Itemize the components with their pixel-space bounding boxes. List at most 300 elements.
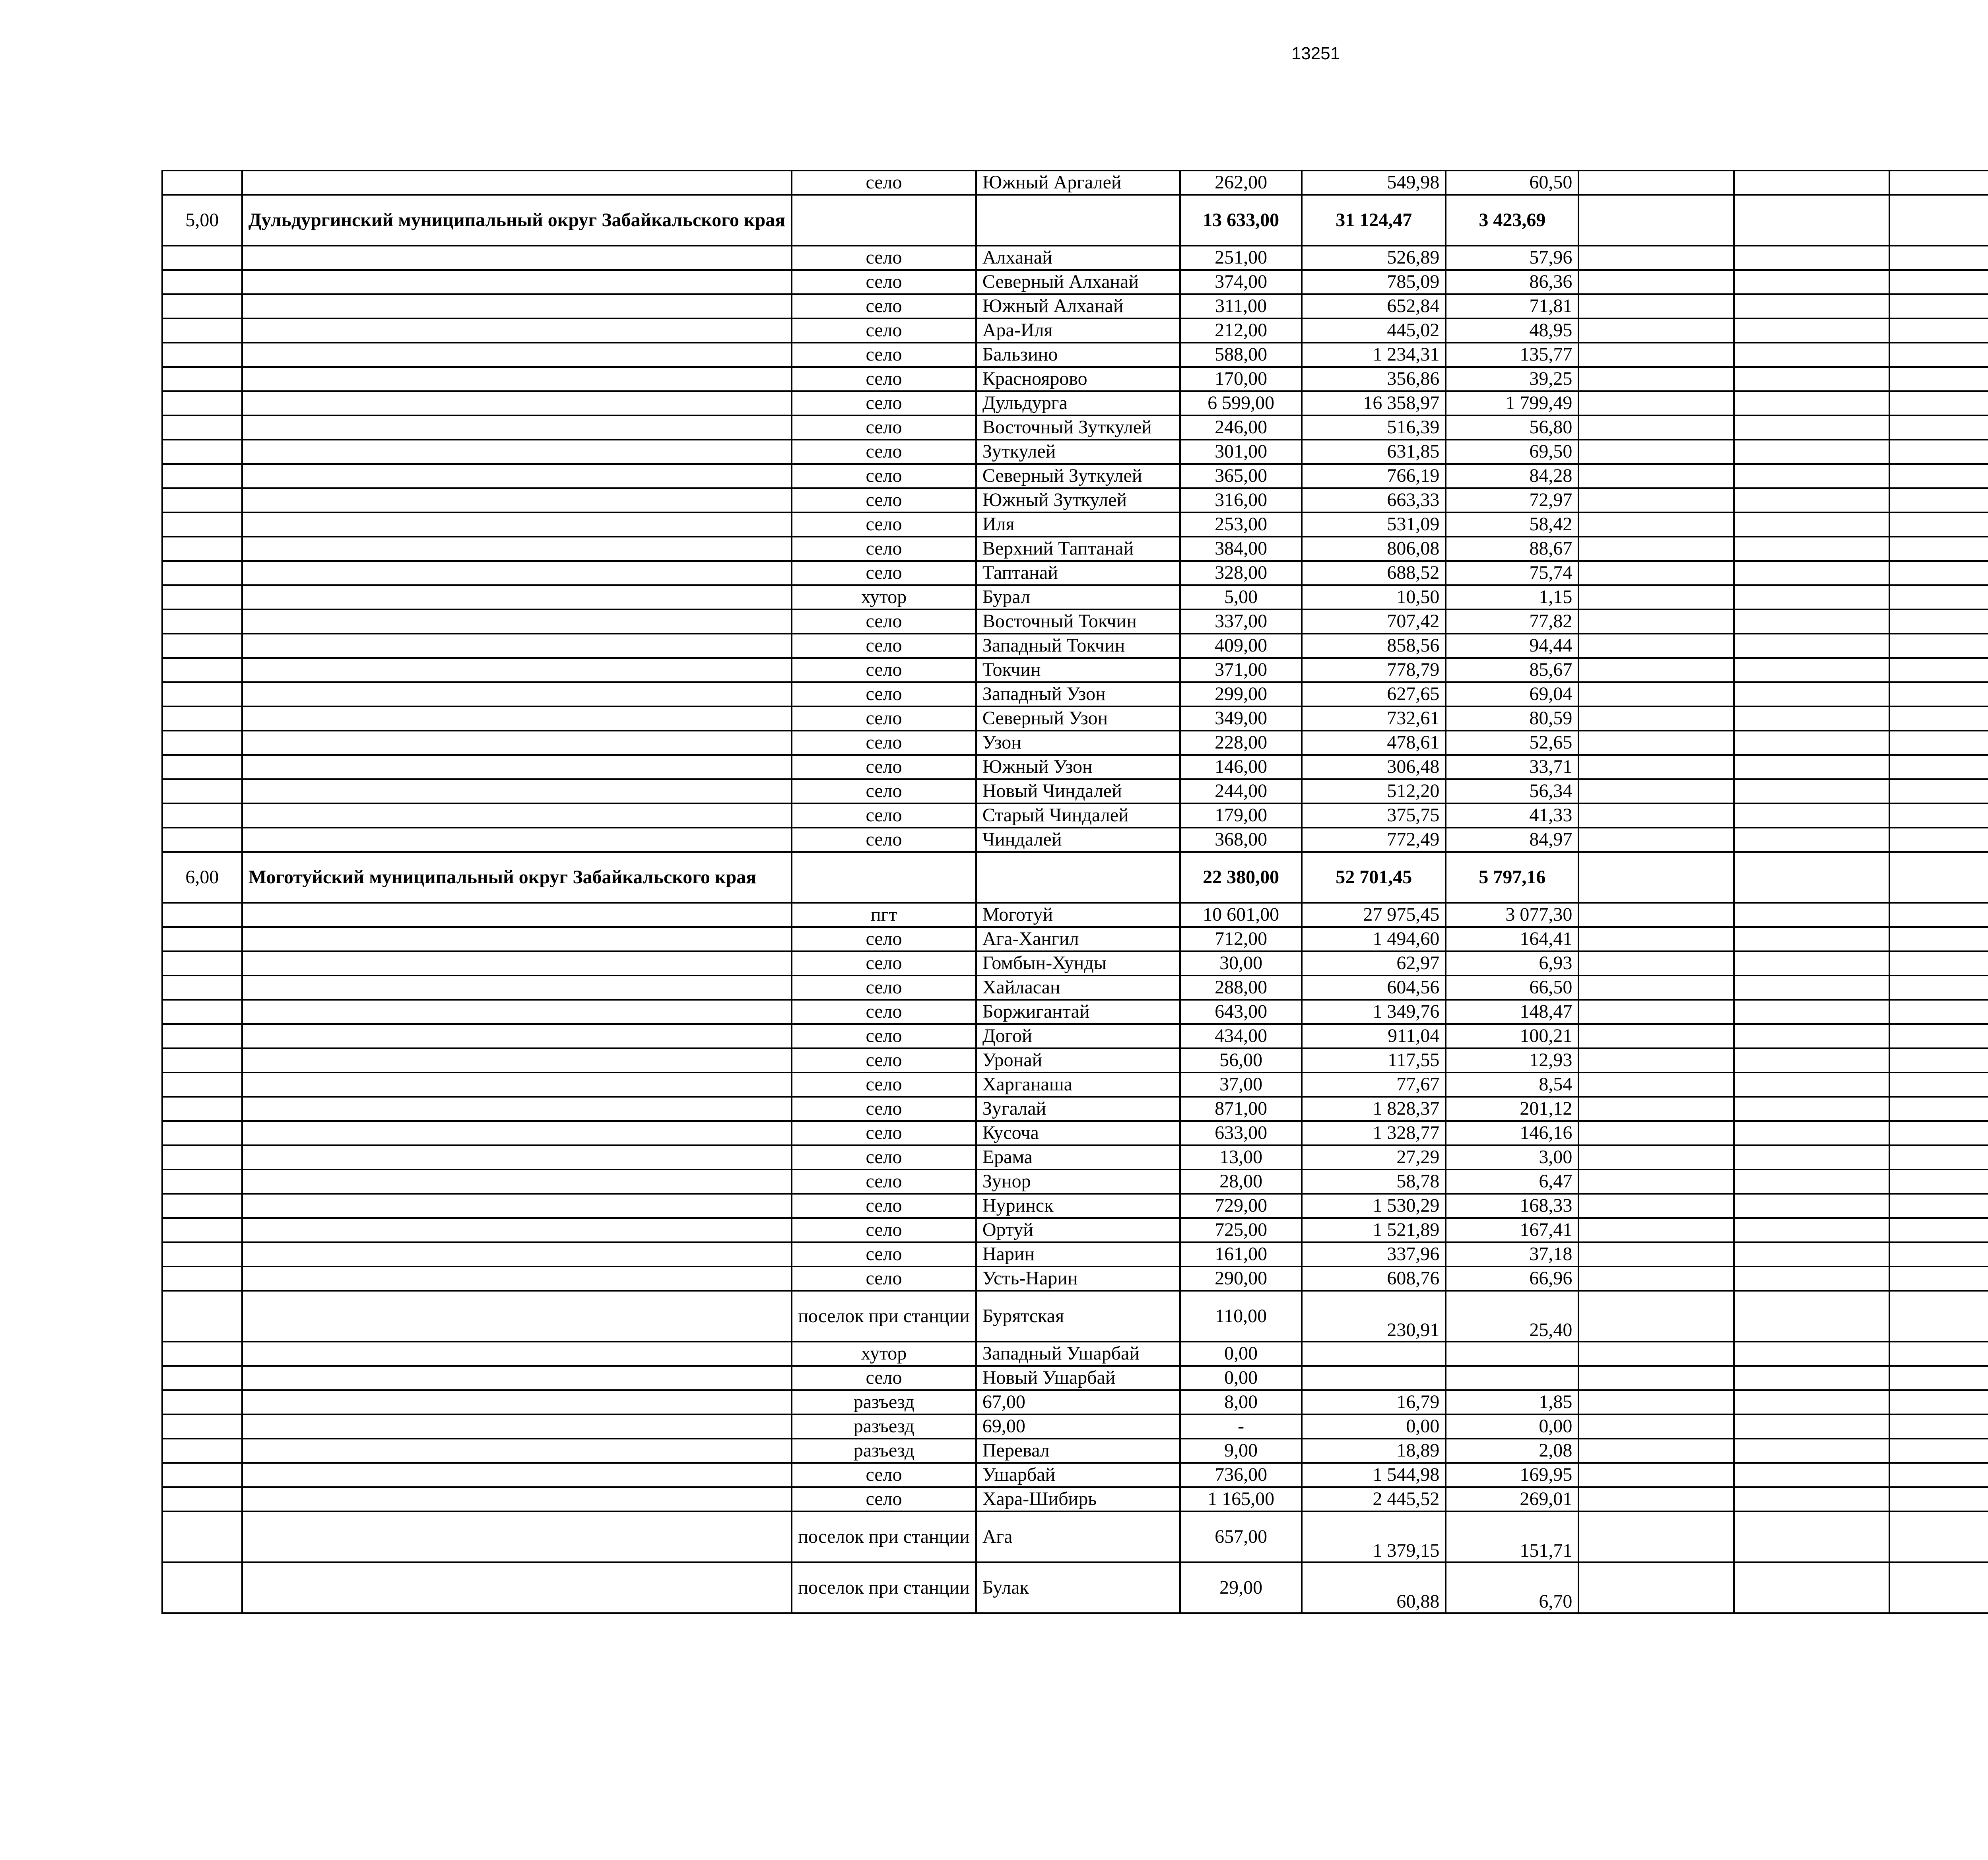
district-name-cell [242, 951, 792, 976]
population-cell: 288,00 [1180, 976, 1302, 1000]
empty-cell [1734, 1000, 1889, 1024]
district-name-cell [242, 537, 792, 561]
empty-cell [1734, 634, 1889, 658]
value-1-cell: 785,09 [1302, 270, 1446, 294]
empty-cell [1734, 1439, 1889, 1463]
district-name-cell [242, 512, 792, 537]
settlement-name-cell: Западный Токчин [976, 634, 1180, 658]
value-1-cell: 1 494,60 [1302, 927, 1446, 951]
empty-cell [1578, 1267, 1734, 1291]
value-1-cell: 531,09 [1302, 512, 1446, 537]
empty-cell [1578, 1291, 1734, 1342]
empty-cell [1578, 951, 1734, 976]
district-name-cell [242, 270, 792, 294]
empty-cell [1734, 1121, 1889, 1145]
empty-cell [1734, 682, 1889, 706]
row-number-cell [162, 246, 242, 270]
district-name-cell [242, 1097, 792, 1121]
empty-cell [1578, 927, 1734, 951]
value-2-cell: 84,97 [1446, 828, 1578, 852]
empty-cell [1889, 634, 1988, 658]
empty-cell [1578, 246, 1734, 270]
value-2-cell: 72,97 [1446, 488, 1578, 512]
value-1-cell: 2 445,52 [1302, 1487, 1446, 1511]
empty-cell [1578, 1194, 1734, 1218]
empty-cell [1734, 1242, 1889, 1267]
empty-cell [1734, 1194, 1889, 1218]
empty-cell [1889, 270, 1988, 294]
value-1-cell: 911,04 [1302, 1024, 1446, 1048]
empty-cell [1578, 1562, 1734, 1613]
table-row [162, 682, 1988, 706]
value-1-cell: 27,29 [1302, 1145, 1446, 1170]
district-name-cell [242, 1342, 792, 1366]
value-2-cell: 3 077,30 [1446, 903, 1578, 927]
row-number-cell [162, 1242, 242, 1267]
district-name-cell [242, 634, 792, 658]
empty-cell [1889, 1439, 1988, 1463]
population-cell: 28,00 [1180, 1170, 1302, 1194]
table-row [162, 1439, 1988, 1463]
population-cell: 251,00 [1180, 246, 1302, 270]
empty-cell [1734, 512, 1889, 537]
empty-cell [1578, 609, 1734, 634]
empty-cell [1889, 1121, 1988, 1145]
table-row [162, 318, 1988, 343]
value-1-cell: 627,65 [1302, 682, 1446, 706]
page-number: 13251 [1291, 44, 1340, 63]
value-2-cell: 52,65 [1446, 731, 1578, 755]
value-2-cell: 39,25 [1446, 367, 1578, 391]
settlement-type-cell [792, 852, 976, 903]
table-row [162, 951, 1988, 976]
table-row [162, 391, 1988, 415]
empty-cell [1578, 1048, 1734, 1073]
empty-cell [1734, 852, 1889, 903]
population-cell: 13 633,00 [1180, 195, 1302, 246]
empty-cell [1578, 755, 1734, 779]
empty-cell [1734, 706, 1889, 731]
table-row [162, 779, 1988, 803]
settlement-name-cell: Хайласан [976, 976, 1180, 1000]
empty-cell [1889, 852, 1988, 903]
empty-cell [1734, 561, 1889, 585]
row-number-cell [162, 927, 242, 951]
settlement-name-cell: Чиндалей [976, 828, 1180, 852]
value-2-cell: 100,21 [1446, 1024, 1578, 1048]
empty-cell [1889, 1194, 1988, 1218]
population-cell: 6 599,00 [1180, 391, 1302, 415]
empty-cell [1889, 464, 1988, 488]
settlement-name-cell: Зуткулей [976, 440, 1180, 464]
district-name-cell [242, 903, 792, 927]
population-cell: 643,00 [1180, 1000, 1302, 1024]
row-number-cell [162, 1439, 242, 1463]
table-row [162, 1097, 1988, 1121]
value-2-cell: 37,18 [1446, 1242, 1578, 1267]
table-row [162, 1291, 1988, 1342]
value-2-cell: 2,08 [1446, 1439, 1578, 1463]
empty-cell [1889, 803, 1988, 828]
table-row [162, 1487, 1988, 1511]
settlement-type-cell: поселок при станции [792, 1511, 976, 1562]
settlement-name-cell: 69,00 [976, 1414, 1180, 1439]
empty-cell [1734, 828, 1889, 852]
value-2-cell: 146,16 [1446, 1121, 1578, 1145]
settlement-name-cell: Хара-Шибирь [976, 1487, 1180, 1511]
settlement-type-cell: село [792, 951, 976, 976]
settlement-name-cell: Южный Алханай [976, 294, 1180, 318]
population-cell: 349,00 [1180, 706, 1302, 731]
empty-cell [1889, 1242, 1988, 1267]
population-cell: 588,00 [1180, 343, 1302, 367]
value-2-cell: 1 799,49 [1446, 391, 1578, 415]
district-name-cell [242, 1048, 792, 1073]
settlement-type-cell: село [792, 658, 976, 682]
population-cell: 871,00 [1180, 1097, 1302, 1121]
empty-cell [1578, 852, 1734, 903]
population-cell: 301,00 [1180, 440, 1302, 464]
empty-cell [1578, 658, 1734, 682]
row-number-cell [162, 903, 242, 927]
row-number-cell [162, 706, 242, 731]
empty-cell [1578, 803, 1734, 828]
value-1-cell: 478,61 [1302, 731, 1446, 755]
settlement-type-cell: село [792, 609, 976, 634]
empty-cell [1734, 1463, 1889, 1487]
population-cell: 10 601,00 [1180, 903, 1302, 927]
value-1-cell: 512,20 [1302, 779, 1446, 803]
empty-cell [1889, 171, 1988, 195]
settlement-name-cell: Боржигантай [976, 1000, 1180, 1024]
value-1-cell: 10,50 [1302, 585, 1446, 609]
row-number-cell [162, 1342, 242, 1366]
empty-cell [1578, 706, 1734, 731]
value-2-cell: 48,95 [1446, 318, 1578, 343]
population-cell: 228,00 [1180, 731, 1302, 755]
population-cell: 725,00 [1180, 1218, 1302, 1242]
table-row [162, 270, 1988, 294]
population-cell: 337,00 [1180, 609, 1302, 634]
district-name-cell [242, 1439, 792, 1463]
settlement-name-cell: Западный Ушарбай [976, 1342, 1180, 1366]
value-2-cell: 167,41 [1446, 1218, 1578, 1242]
row-number-cell [162, 1366, 242, 1390]
table-row [162, 1562, 1988, 1613]
row-number-cell [162, 512, 242, 537]
empty-cell [1578, 903, 1734, 927]
empty-cell [1889, 367, 1988, 391]
settlement-type-cell: село [792, 391, 976, 415]
row-number-cell [162, 537, 242, 561]
district-name-cell [242, 731, 792, 755]
district-name-cell: Дульдургинский муниципальный округ Забайкальского края [242, 195, 792, 246]
row-number-cell [162, 731, 242, 755]
population-cell: 712,00 [1180, 927, 1302, 951]
district-name-cell [242, 1487, 792, 1511]
settlement-type-cell: поселок при станции [792, 1291, 976, 1342]
empty-cell [1578, 488, 1734, 512]
value-2-cell: 86,36 [1446, 270, 1578, 294]
district-name-cell [242, 415, 792, 440]
empty-cell [1734, 658, 1889, 682]
value-2-cell: 25,40 [1446, 1291, 1578, 1342]
settlement-type-cell [792, 195, 976, 246]
district-name-cell [242, 1390, 792, 1414]
empty-cell [1889, 1267, 1988, 1291]
value-2-cell: 94,44 [1446, 634, 1578, 658]
empty-cell [1889, 391, 1988, 415]
population-cell: 374,00 [1180, 270, 1302, 294]
settlement-name-cell: Алханай [976, 246, 1180, 270]
empty-cell [1578, 828, 1734, 852]
value-2-cell: 169,95 [1446, 1463, 1578, 1487]
empty-cell [1578, 1414, 1734, 1439]
empty-cell [1889, 976, 1988, 1000]
population-cell: 8,00 [1180, 1390, 1302, 1414]
settlement-type-cell: село [792, 464, 976, 488]
district-name-cell [242, 609, 792, 634]
empty-cell [1889, 731, 1988, 755]
value-1-cell: 27 975,45 [1302, 903, 1446, 927]
empty-cell [1889, 585, 1988, 609]
district-name-cell [242, 464, 792, 488]
table-row [162, 1145, 1988, 1170]
empty-cell [1578, 779, 1734, 803]
row-number-cell [162, 1194, 242, 1218]
value-1-cell: 1 521,89 [1302, 1218, 1446, 1242]
table-row [162, 367, 1988, 391]
district-name-cell [242, 1463, 792, 1487]
district-name-cell [242, 1218, 792, 1242]
settlement-name-cell: Северный Зуткулей [976, 464, 1180, 488]
district-name-cell [242, 658, 792, 682]
settlement-type-cell: село [792, 440, 976, 464]
settlement-type-cell: хутор [792, 1342, 976, 1366]
empty-cell [1578, 1218, 1734, 1242]
empty-cell [1578, 1366, 1734, 1390]
empty-cell [1889, 343, 1988, 367]
settlement-type-cell: село [792, 1463, 976, 1487]
value-2-cell [1446, 1366, 1578, 1390]
settlement-name-cell: Зунор [976, 1170, 1180, 1194]
settlement-type-cell: село [792, 927, 976, 951]
empty-cell [1734, 488, 1889, 512]
empty-cell [1889, 1024, 1988, 1048]
row-number-cell [162, 1024, 242, 1048]
empty-cell [1734, 318, 1889, 343]
value-2-cell: 135,77 [1446, 343, 1578, 367]
row-number-cell [162, 1218, 242, 1242]
empty-cell [1734, 1267, 1889, 1291]
settlement-name-cell: Уронай [976, 1048, 1180, 1073]
empty-cell [1734, 1414, 1889, 1439]
value-2-cell: 3,00 [1446, 1145, 1578, 1170]
settlement-type-cell: село [792, 1000, 976, 1024]
district-name-cell [242, 706, 792, 731]
settlements-table [161, 170, 1988, 1614]
empty-cell [1889, 1342, 1988, 1366]
table-row [162, 1414, 1988, 1439]
empty-cell [1578, 318, 1734, 343]
population-cell: 22 380,00 [1180, 852, 1302, 903]
empty-cell [1734, 1048, 1889, 1073]
settlement-type-cell: село [792, 1097, 976, 1121]
empty-cell [1578, 464, 1734, 488]
population-cell: 179,00 [1180, 803, 1302, 828]
row-number-cell [162, 1048, 242, 1073]
settlement-name-cell [976, 852, 1180, 903]
table-row [162, 976, 1988, 1000]
value-1-cell: 337,96 [1302, 1242, 1446, 1267]
empty-cell [1889, 1291, 1988, 1342]
empty-cell [1889, 1390, 1988, 1414]
settlement-type-cell: село [792, 1194, 976, 1218]
empty-cell [1889, 195, 1988, 246]
empty-cell [1734, 537, 1889, 561]
row-number-cell [162, 1390, 242, 1414]
empty-cell [1889, 1000, 1988, 1024]
value-1-cell: 1 379,15 [1302, 1511, 1446, 1562]
table-row [162, 561, 1988, 585]
district-name-cell [242, 488, 792, 512]
population-cell: 246,00 [1180, 415, 1302, 440]
population-cell: 253,00 [1180, 512, 1302, 537]
value-2-cell: 88,67 [1446, 537, 1578, 561]
district-name-cell [242, 1267, 792, 1291]
value-1-cell: 1 828,37 [1302, 1097, 1446, 1121]
empty-cell [1578, 270, 1734, 294]
empty-cell [1578, 1342, 1734, 1366]
row-number-cell [162, 464, 242, 488]
value-2-cell: 8,54 [1446, 1073, 1578, 1097]
settlement-name-cell: Южный Узон [976, 755, 1180, 779]
settlement-name-cell: Иля [976, 512, 1180, 537]
settlement-type-cell: село [792, 828, 976, 852]
population-cell: 409,00 [1180, 634, 1302, 658]
empty-cell [1889, 927, 1988, 951]
empty-cell [1734, 464, 1889, 488]
settlement-type-cell: село [792, 246, 976, 270]
settlement-type-cell: село [792, 1145, 976, 1170]
district-name-cell: Моготуйский муниципальный округ Забайкальского края [242, 852, 792, 903]
population-cell: 311,00 [1180, 294, 1302, 318]
empty-cell [1578, 1439, 1734, 1463]
empty-cell [1734, 976, 1889, 1000]
table-row [162, 512, 1988, 537]
settlement-type-cell: село [792, 1267, 976, 1291]
empty-cell [1734, 1291, 1889, 1342]
population-cell: 262,00 [1180, 171, 1302, 195]
population-cell: 212,00 [1180, 318, 1302, 343]
value-2-cell: 164,41 [1446, 927, 1578, 951]
settlement-type-cell: село [792, 171, 976, 195]
district-name-cell [242, 391, 792, 415]
population-cell: 1 165,00 [1180, 1487, 1302, 1511]
settlement-name-cell: Дульдурга [976, 391, 1180, 415]
table-row [162, 1342, 1988, 1366]
district-name-cell [242, 1562, 792, 1613]
empty-cell [1578, 537, 1734, 561]
district-name-cell [242, 1073, 792, 1097]
settlement-name-cell: Нуринск [976, 1194, 1180, 1218]
population-cell: 30,00 [1180, 951, 1302, 976]
row-number-cell: 5,00 [162, 195, 242, 246]
value-2-cell: 3 423,69 [1446, 195, 1578, 246]
district-name-cell [242, 585, 792, 609]
value-1-cell: 52 701,45 [1302, 852, 1446, 903]
value-1-cell: 375,75 [1302, 803, 1446, 828]
district-name-cell [242, 1194, 792, 1218]
empty-cell [1889, 1463, 1988, 1487]
settlement-type-cell: село [792, 512, 976, 537]
empty-cell [1889, 1414, 1988, 1439]
settlement-name-cell: Гомбын-Хунды [976, 951, 1180, 976]
empty-cell [1734, 585, 1889, 609]
settlement-name-cell: Перевал [976, 1439, 1180, 1463]
value-1-cell: 631,85 [1302, 440, 1446, 464]
row-number-cell: 6,00 [162, 852, 242, 903]
value-2-cell: 6,47 [1446, 1170, 1578, 1194]
empty-cell [1734, 367, 1889, 391]
settlement-name-cell: Усть-Нарин [976, 1267, 1180, 1291]
district-name-cell [242, 343, 792, 367]
table-row [162, 828, 1988, 852]
population-cell: 657,00 [1180, 1511, 1302, 1562]
population-cell: 244,00 [1180, 779, 1302, 803]
empty-cell [1578, 1097, 1734, 1121]
settlement-type-cell: село [792, 1024, 976, 1048]
settlement-name-cell: Ортуй [976, 1218, 1180, 1242]
empty-cell [1578, 585, 1734, 609]
empty-cell [1889, 1562, 1988, 1613]
empty-cell [1734, 803, 1889, 828]
value-1-cell: 306,48 [1302, 755, 1446, 779]
empty-cell [1734, 731, 1889, 755]
settlement-name-cell: Харганаша [976, 1073, 1180, 1097]
row-number-cell [162, 488, 242, 512]
settlement-type-cell: разъезд [792, 1414, 976, 1439]
empty-cell [1734, 195, 1889, 246]
population-cell: 299,00 [1180, 682, 1302, 706]
row-number-cell [162, 1291, 242, 1342]
value-1-cell [1302, 1366, 1446, 1390]
row-number-cell [162, 755, 242, 779]
settlement-name-cell: Верхний Таптанай [976, 537, 1180, 561]
row-number-cell [162, 391, 242, 415]
settlement-type-cell: село [792, 1048, 976, 1073]
table-row [162, 1511, 1988, 1562]
value-2-cell: 66,50 [1446, 976, 1578, 1000]
empty-cell [1578, 634, 1734, 658]
row-number-cell [162, 779, 242, 803]
district-name-cell [242, 779, 792, 803]
value-1-cell: 60,88 [1302, 1562, 1446, 1613]
empty-cell [1734, 270, 1889, 294]
table-row [162, 1267, 1988, 1291]
population-cell: 56,00 [1180, 1048, 1302, 1073]
settlement-type-cell: село [792, 803, 976, 828]
value-1-cell: 230,91 [1302, 1291, 1446, 1342]
row-number-cell [162, 634, 242, 658]
settlement-type-cell: село [792, 294, 976, 318]
empty-cell [1889, 658, 1988, 682]
value-2-cell: 5 797,16 [1446, 852, 1578, 903]
district-name-cell [242, 1000, 792, 1024]
value-1-cell: 778,79 [1302, 658, 1446, 682]
settlement-type-cell: село [792, 731, 976, 755]
settlement-name-cell: Старый Чиндалей [976, 803, 1180, 828]
